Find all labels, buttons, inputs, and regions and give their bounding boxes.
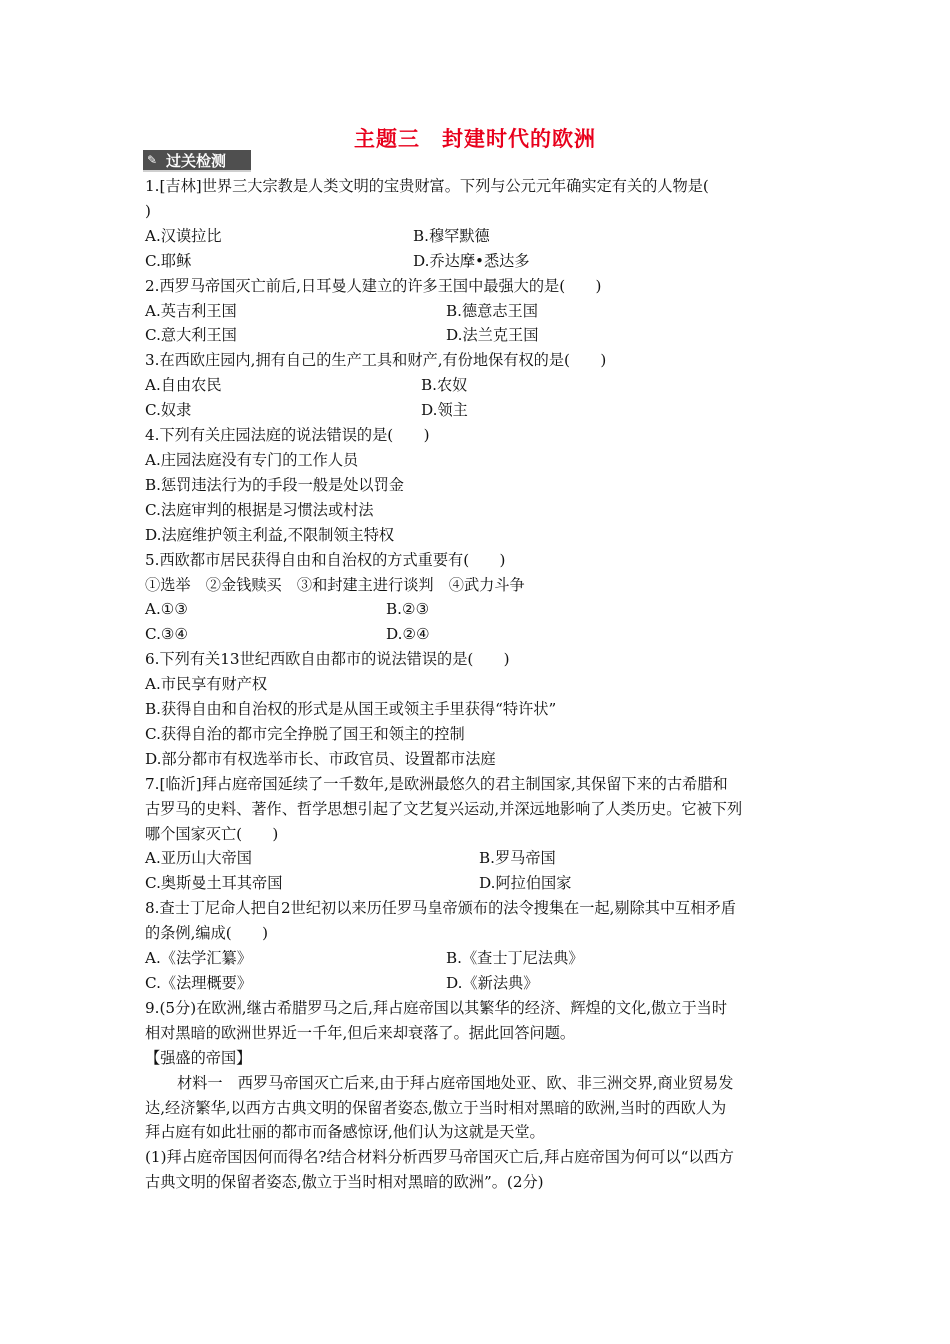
option-a: A.亚历山大帝国 xyxy=(145,849,252,868)
question-4-stem: 4.下列有关庄园法庭的说法错误的是( ) xyxy=(145,426,430,445)
option-a: A.自由农民 xyxy=(145,376,222,395)
option-a: A.①③ xyxy=(145,600,189,619)
option-c: C.③④ xyxy=(145,625,189,644)
question-5-options-row xyxy=(145,597,810,622)
question-8-options-row xyxy=(145,946,810,971)
option-c: C.《法理概要》 xyxy=(145,974,253,992)
option-b: B.德意志王国 xyxy=(446,301,538,320)
option-c: C.意大利王国 xyxy=(145,326,237,345)
question-5-options-row xyxy=(145,622,810,647)
option-c: C.法庭审判的根据是习惯法或村法 xyxy=(145,500,374,519)
section-badge xyxy=(143,150,251,172)
sub-question-1-line1: (1)拜占庭帝国因何而得名?结合材料分析西罗马帝国灭亡后,拜占庭帝国为何可以“以西方 xyxy=(145,1148,734,1167)
question-2-options-row xyxy=(145,299,810,324)
question-list xyxy=(145,174,810,1195)
option-a: A.市民享有财产权 xyxy=(145,675,268,694)
sub-question-1-line2: 古典文明的保留者姿态,傲立于当时相对黑暗的欧洲”。(2分) xyxy=(145,1173,544,1192)
option-d: D.②④ xyxy=(386,625,430,644)
option-a: A.汉谟拉比 xyxy=(145,226,222,245)
question-7-options-row xyxy=(145,846,810,871)
option-d: D.领主 xyxy=(421,401,468,420)
option-c: C.耶稣 xyxy=(145,251,192,270)
option-d: D.阿拉伯国家 xyxy=(479,874,572,893)
question-7-stem-line2: 古罗马的史料、著作、哲学思想引起了文艺复兴运动,并深远地影响了人类历史。它被下列 xyxy=(145,799,743,818)
question-1-options-row xyxy=(145,249,810,274)
option-b: B.惩罚违法行为的手段一般是处以罚金 xyxy=(145,475,404,494)
question-3-options-row xyxy=(145,373,810,398)
material-one-line2: 达,经济繁华,以西方古典文明的保留者姿态,傲立于当时相对黑暗的欧洲,当时的西欧人为 xyxy=(145,1098,727,1117)
material-one-line3: 拜占庭有如此壮丽的都市而备感惊讶,他们认为这就是天堂。 xyxy=(145,1123,545,1142)
page-title: 主题三 封建时代的欧洲 xyxy=(354,127,596,151)
option-d: D.乔达摩•悉达多 xyxy=(413,251,530,270)
question-2-options-row xyxy=(145,323,810,348)
question-9-stem-line1: 9.(5分)在欧洲,继古希腊罗马之后,拜占庭帝国以其繁华的经济、辉煌的文化,傲立于当时 xyxy=(145,998,728,1017)
option-d: D.法兰克王国 xyxy=(446,326,539,345)
option-d: D.部分都市有权选举市长、市政官员、设置都市法庭 xyxy=(145,749,496,768)
question-5-items: ①选举 ②金钱赎买 ③和封建主进行谈判 ④武力斗争 xyxy=(145,575,525,594)
question-1-stem-cont: ) xyxy=(145,201,151,220)
option-b: B.农奴 xyxy=(421,376,468,395)
option-a: A.《法学汇纂》 xyxy=(145,949,252,968)
question-2-stem: 2.西罗马帝国灭亡前后,日耳曼人建立的许多王国中最强大的是( ) xyxy=(145,276,602,295)
question-7-stem-line1: 7.[临沂]拜占庭帝国延续了一千数年,是欧洲最悠久的君主制国家,其保留下来的古希腊和 xyxy=(145,774,728,793)
question-1-options-row xyxy=(145,224,810,249)
option-c: C.获得自治的都市完全挣脱了国王和领主的控制 xyxy=(145,724,465,743)
option-d: D.《新法典》 xyxy=(446,974,539,992)
question-7-stem-line3: 哪个国家灭亡( ) xyxy=(145,824,279,843)
pencil-icon: ✎ xyxy=(147,153,158,167)
option-d: D.法庭维护领主利益,不限制领主特权 xyxy=(145,525,395,544)
question-7-options-row xyxy=(145,871,810,896)
question-1-stem: 1.[吉林]世界三大宗教是人类文明的宝贵财富。下列与公元元年确实定有关的人物是( xyxy=(145,177,709,195)
question-8-stem-line1: 8.查士丁尼命人把自2世纪初以来历任罗马皇帝颁布的法令搜集在一起,剔除其中互相矛盾 xyxy=(145,899,736,918)
option-b: B.罗马帝国 xyxy=(479,849,556,868)
section-badge-label: 过关检测 xyxy=(166,151,227,170)
question-8-options-row xyxy=(145,971,810,996)
option-b: B.《查士丁尼法典》 xyxy=(446,949,584,968)
option-c: C.奥斯曼土耳其帝国 xyxy=(145,874,283,893)
question-6-stem: 6.下列有关13世纪西欧自由都市的说法错误的是( ) xyxy=(145,650,510,669)
option-a: A.英吉利王国 xyxy=(145,301,237,320)
question-9-stem-line2: 相对黑暗的欧洲世界近一千年,但后来却衰落了。据此回答问题。 xyxy=(145,1023,576,1042)
question-8-stem-line2: 的条例,编成( ) xyxy=(145,924,268,943)
question-3-options-row xyxy=(145,398,810,423)
question-9-subheading: 【强盛的帝国】 xyxy=(145,1048,252,1067)
option-c: C.奴隶 xyxy=(145,401,192,420)
option-b: B.②③ xyxy=(386,600,430,619)
material-one-line1: 材料一 西罗马帝国灭亡后来,由于拜占庭帝国地处亚、欧、非三洲交界,商业贸易发 xyxy=(177,1073,734,1092)
option-b: B.穆罕默德 xyxy=(413,226,490,245)
question-3-stem: 3.在西欧庄园内,拥有自己的生产工具和财产,有份地保有权的是( ) xyxy=(145,351,607,370)
option-b: B.获得自由和自治权的形式是从国王或领主手里获得“特许状” xyxy=(145,700,557,719)
option-a: A.庄园法庭没有专门的工作人员 xyxy=(145,450,359,469)
question-5-stem: 5.西欧都市居民获得自由和自治权的方式重要有( ) xyxy=(145,550,506,569)
